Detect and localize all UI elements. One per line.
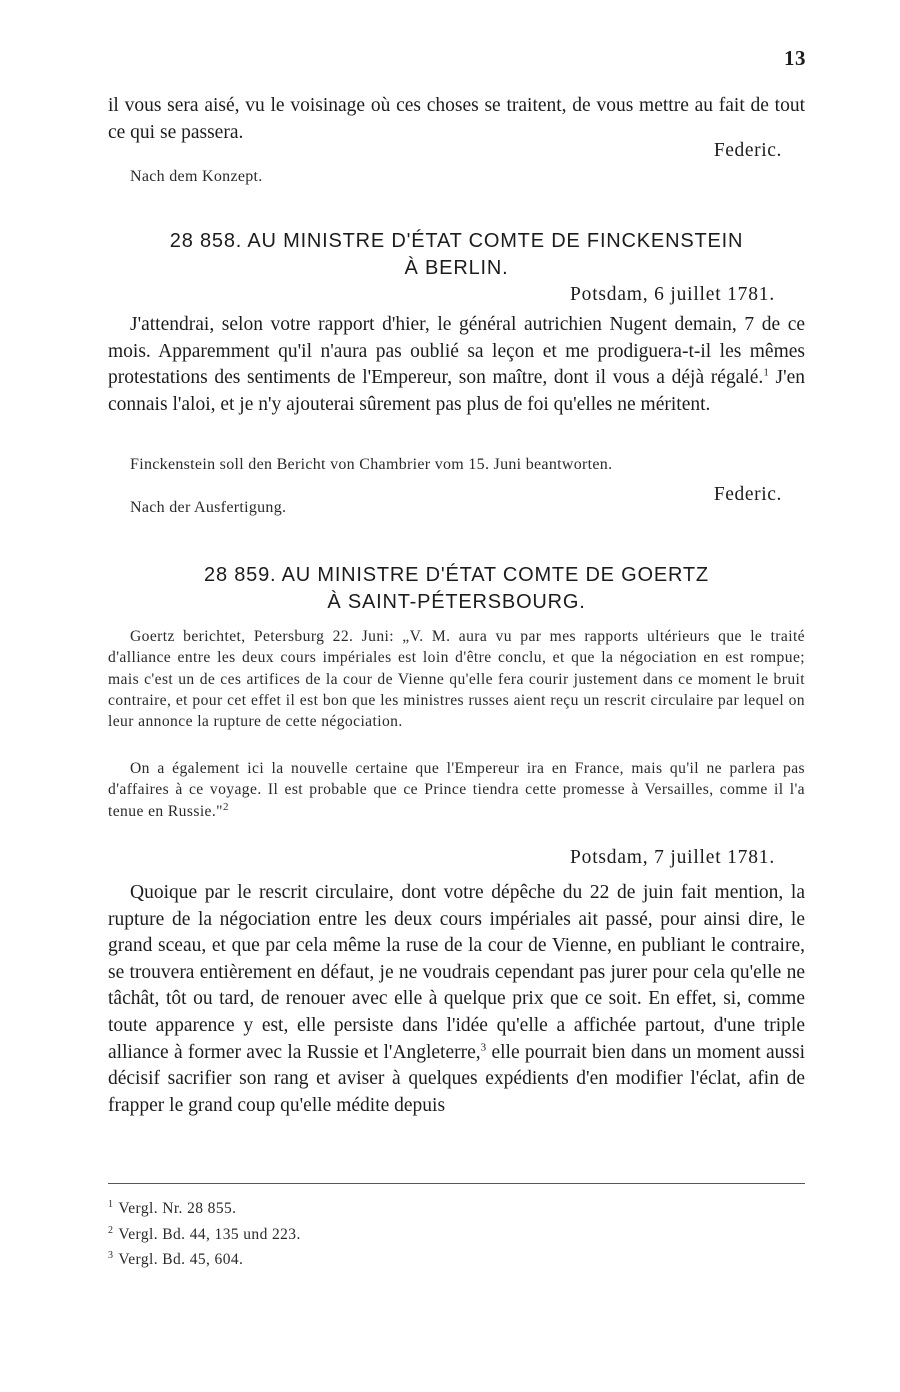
- intro-paragraph: il vous sera aisé, vu le voisinage où ces choses se traitent, de vous mettre au fait de tout ce qui se passera.: [108, 95, 805, 143]
- footnote-text: Vergl. Bd. 44, 135 und 223.: [118, 1225, 301, 1243]
- footnote-text: Vergl. Bd. 45, 604.: [118, 1251, 244, 1269]
- footnote-item: [108, 1194, 301, 1220]
- letter-28858-body-part1: J'attendrai, selon votre rapport d'hier, le général autrichien Nugent demain, 7 de ce mois. Apparemment qu'il n'aura pas oublié sa leçon et me prodiguera-t-il les mêmes protestations des sentiments de l'Empereur, son maître, dont il vous a déjà régalé.: [108, 314, 805, 389]
- footnotes-list: [108, 1194, 301, 1271]
- footnote-text: Vergl. Nr. 28 855.: [118, 1200, 237, 1218]
- intro-source-note: Nach dem Konzept.: [130, 168, 263, 185]
- letter-28858-heading-line2: À BERLIN.: [404, 257, 509, 279]
- footnote-ref-2: 2: [222, 800, 229, 813]
- letter-28859-heading-line1: 28 859. AU MINISTRE D'ÉTAT COMTE DE GOERTZ: [204, 564, 709, 586]
- footnote-ref-1: 1: [763, 366, 769, 379]
- letter-28859-heading: [108, 562, 805, 616]
- footnote-mark: 2: [108, 1224, 114, 1236]
- intro-signature: Federic.: [713, 140, 782, 161]
- letter-28859-date: Potsdam, 7 juillet 1781.: [570, 847, 775, 868]
- letter-28859-body-part1: Quoique par le rescrit circulaire, dont votre dépêche du 22 de juin fait mention, la rupture de la négociation entre les deux cours impériales ait passé, pour ainsi dire, le grand sceau, et que par cela même la ruse de la cour de Vienne, en publiant le contraire, se trouvera entièrement en défaut, je ne voudrais cependant pas jurer pour cela qu'elle ne tâchât, tôt ou tard, de renouer avec elle à quelque prix que ce soit. En effet, si, comme toute apparence y est, elle persiste dans l'idée qu'elle a affichée partout, d'une triple alliance à former avec la Russie et l'Angleterre,: [108, 882, 805, 1063]
- letter-28859-body-part2: elle pourrait bien dans un moment aussi décisif sacrifier son rang et aviser à quelques expédients d'en modifier l'éclat, afin de frapper le grand coup qu'elle médite depuis: [108, 1041, 805, 1116]
- letter-28858-heading-line1: 28 858. AU MINISTRE D'ÉTAT COMTE DE FINCKENSTEIN: [169, 230, 744, 252]
- footnote-divider: [108, 1183, 805, 1184]
- letter-28858-date: Potsdam, 6 juillet 1781.: [570, 284, 775, 305]
- letter-28858-source-note: Nach der Ausfertigung.: [130, 499, 287, 516]
- letter-28859-summary-2-text: On a également ici la nouvelle certaine que l'Empereur ira en France, mais qu'il ne parlera pas d'affaires à ce voyage. Il est probable que ce Prince tiendra cette promesse à Versailles, comme il l'a tenue en Russie.": [108, 760, 805, 820]
- footnote-item: [108, 1245, 301, 1271]
- letter-28858-body: [108, 312, 805, 418]
- letter-28859-heading-line2: À SAINT-PÉTERSBOURG.: [327, 591, 586, 613]
- letter-28858-heading: [108, 228, 805, 282]
- footnote-item: [108, 1220, 301, 1246]
- page-number: 13: [784, 46, 806, 70]
- footnote-mark: 3: [108, 1250, 114, 1262]
- letter-28859-body: [108, 880, 805, 1119]
- footnote-mark: 1: [108, 1199, 114, 1210]
- letter-28858-signature: Federic.: [713, 484, 782, 505]
- footnote-ref-3: 3: [480, 1041, 487, 1054]
- letter-28859-summary-2: [108, 758, 805, 822]
- letter-28858-note: Finckenstein soll den Bericht von Chambrier vom 15. Juni beantworten.: [130, 456, 613, 473]
- letter-28859-summary-1: Goertz berichtet, Petersburg 22. Juni: „V. M. aura vu par mes rapports ultérieurs que le traité d'alliance entre les deux cours impériales est loin d'être conclu, et que la négociation en est rompue; mais c'est un de ces artifices de la cour de Vienne qu'elle fera courir justement dans ce moment le bruit contraire, et pour cet effet il est bon que les ministres russes aient reçu un rescrit circulaire par lequel on leur annonce la rupture de cette négociation.: [108, 628, 805, 731]
- letter-28858-body-part2: J'en connais l'aloi, et je n'y ajouterai sûrement pas plus de foi qu'elles ne méritent.: [108, 367, 806, 415]
